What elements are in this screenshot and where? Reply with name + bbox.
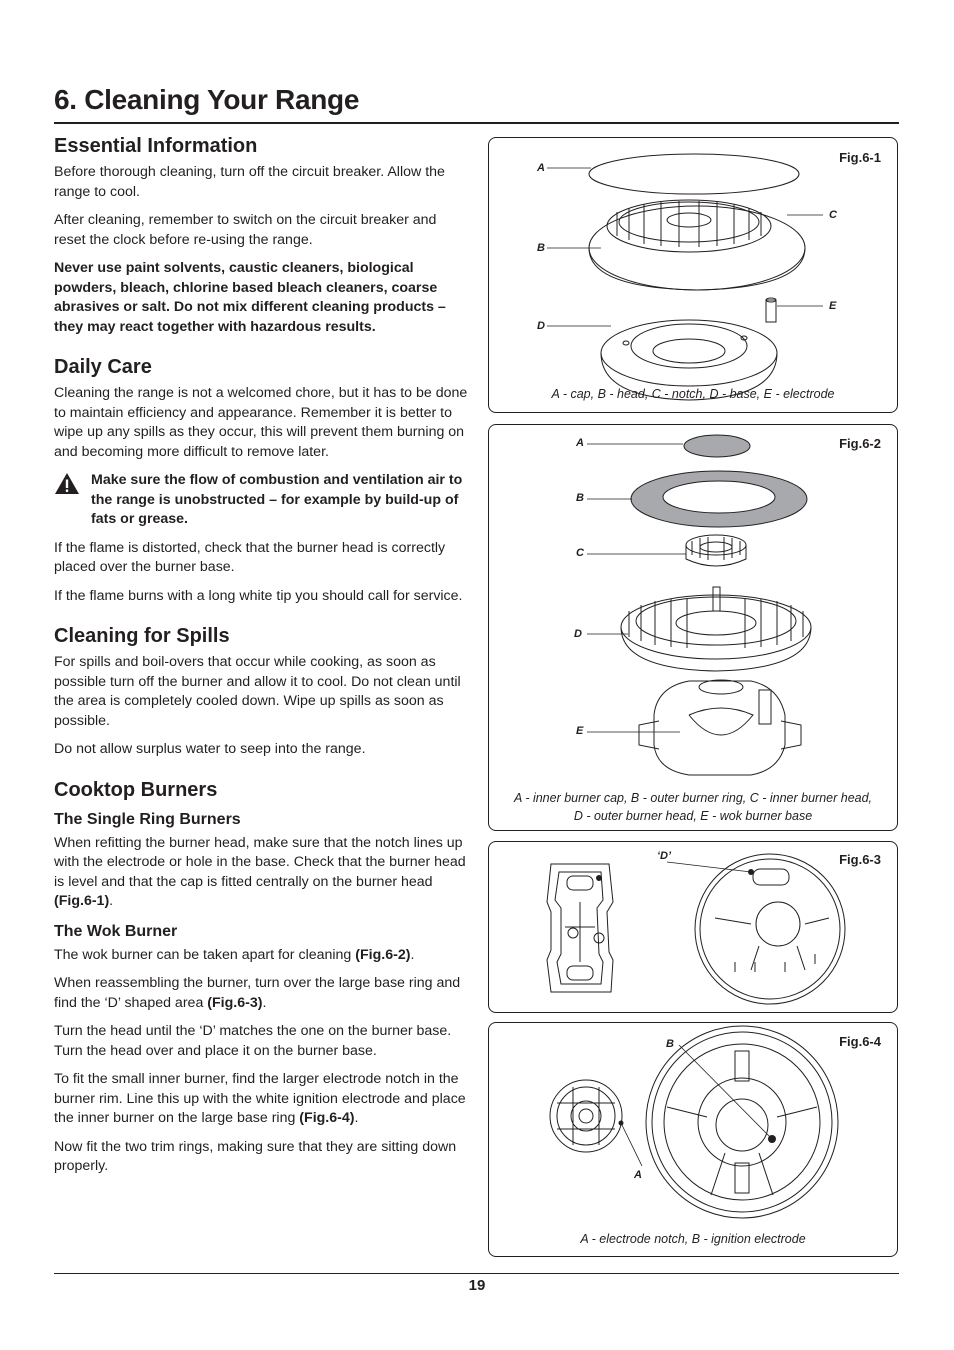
wok-paragraph-2 [54,974,469,1013]
single-ring-paragraph [54,834,469,912]
callout-a: A [634,1169,642,1181]
period: . [354,1110,359,1126]
ventilation-warning [54,471,469,530]
figure-6-2 [488,424,898,831]
callout-c: C [829,209,837,221]
d-shaped-area-illustration [489,842,899,1014]
spills-paragraph-2: Do not allow surplus water to seep into the range. [54,741,366,757]
fig-ref-6-1: (Fig.6-1) [54,893,110,909]
period: . [410,946,415,963]
figure-caption-line-1: A - inner burner cap, B - outer burner ring, C - inner burner head, [513,791,873,805]
figure-6-4 [488,1022,898,1257]
fig-ref-6-4: (Fig.6-4) [299,1110,355,1126]
wok-burner-exploded-illustration [489,425,899,832]
page-title: 6. Cleaning Your Range [54,84,360,115]
page-number: 19 [468,1277,486,1294]
daily-care-paragraph-2: If the flame is distorted, check that the burner head is correctly placed over the burner base. [54,539,446,575]
figure-caption: A - electrode notch, B - ignition electrode [580,1232,806,1246]
callout-d: D [574,628,582,640]
wok-paragraph-4 [54,1070,469,1129]
single-ring-heading: The Single Ring Burners [54,810,241,828]
wok-text-1: The wok burner can be taken apart for cleaning [54,946,356,963]
figure-6-1 [488,137,898,413]
inner-burner-alignment-illustration [489,1023,899,1258]
figure-label: Fig.6-3 [839,852,881,867]
callout-d: D [537,320,545,332]
figure-label: Fig.6-4 [839,1034,881,1049]
spills-paragraph-1: For spills and boil-overs that occur while cooking, as soon as possible turn off the burner and allow it to cool. Do not clean until the area is completely cooled down. Wipe up spills as soon as possible. [54,654,461,729]
callout-b: B [576,492,584,504]
wok-paragraph-3: Turn the head until the ‘D’ matches the one on the burner base. Turn the head over and place it on the burner base. [54,1023,452,1059]
cleaning-spills-section [54,623,469,760]
figure-caption-line-2: D - outer burner head, E - wok burner base [573,809,813,823]
wok-burner-heading: The Wok Burner [54,922,178,940]
callout-b: B [666,1038,674,1050]
essential-paragraph-1: Before thorough cleaning, turn off the circuit breaker. Allow the range to cool. [54,164,445,200]
essential-information-heading: Essential Information [54,135,258,157]
figure-label: Fig.6-2 [839,436,881,451]
callout-b: B [537,242,545,254]
footer-divider [54,1273,899,1274]
essential-paragraph-2: After cleaning, remember to switch on the circuit breaker and reset the clock before re-using the range. [54,212,437,248]
daily-care-section [54,354,469,606]
warning-triangle-icon [54,472,80,495]
wok-text-2: When reassembling the burner, turn over the large base ring and find the ‘D’ shaped area [54,975,461,1011]
essential-information-section [54,133,469,337]
daily-care-paragraph-1: Cleaning the range is not a welcomed chore, but it has to be done to maintain efficiency and appearance. Remember it is better to wipe up any spills as they occur, this will prevent them burning on and becoming more difficult to remove later. [54,385,468,460]
cooktop-burners-heading: Cooktop Burners [54,778,218,801]
wok-text-4: To fit the small inner burner, find the larger electrode notch in the burner rim. Line this up with the white ignition electrode and place the inner burner on the large base ring [54,1071,466,1126]
figure-caption: A - cap, B - head, C - notch, D - base, E - electrode [551,387,835,401]
single-ring-text: When refitting the burner head, make sure that the notch lines up with the electrode or hole in the base. Check that the burner head is level and that the cap is fitted centrally on the burner head [54,834,466,890]
figure-label: Fig.6-1 [839,150,881,165]
left-column [54,130,469,1186]
period: . [109,893,114,909]
figure-6-3 [488,841,898,1013]
burner-exploded-illustration [489,138,899,414]
wok-paragraph-1 [54,946,469,966]
cleaning-spills-heading: Cleaning for Spills [54,625,230,647]
callout-d-shape: ‘D’ [657,850,672,862]
period: . [262,994,267,1011]
cooktop-burners-section [54,777,469,1177]
fig-ref-6-2: (Fig.6-2) [355,946,411,963]
callout-c: C [576,547,584,559]
daily-care-heading: Daily Care [54,356,152,378]
title-divider [54,122,899,124]
warning-text: Make sure the flow of combustion and ventilation air to the range is unobstructed – for example by build-up of fats or grease. [91,472,463,527]
callout-a: A [537,162,545,174]
wok-paragraph-5: Now fit the two trim rings, making sure that they are sitting down properly. [54,1138,457,1174]
callout-e: E [829,300,837,312]
callout-e: E [576,725,584,737]
fig-ref-6-3: (Fig.6-3) [207,994,263,1011]
callout-a: A [576,437,584,449]
essential-warning-paragraph: Never use paint solvents, caustic cleaners, biological powders, bleach, chlorine based bleach cleaners, coarse abrasives or salt. Do not mix different cleaning products – they may react together with hazardous results. [54,260,446,335]
daily-care-paragraph-3: If the flame burns with a long white tip you should call for service. [54,587,463,604]
